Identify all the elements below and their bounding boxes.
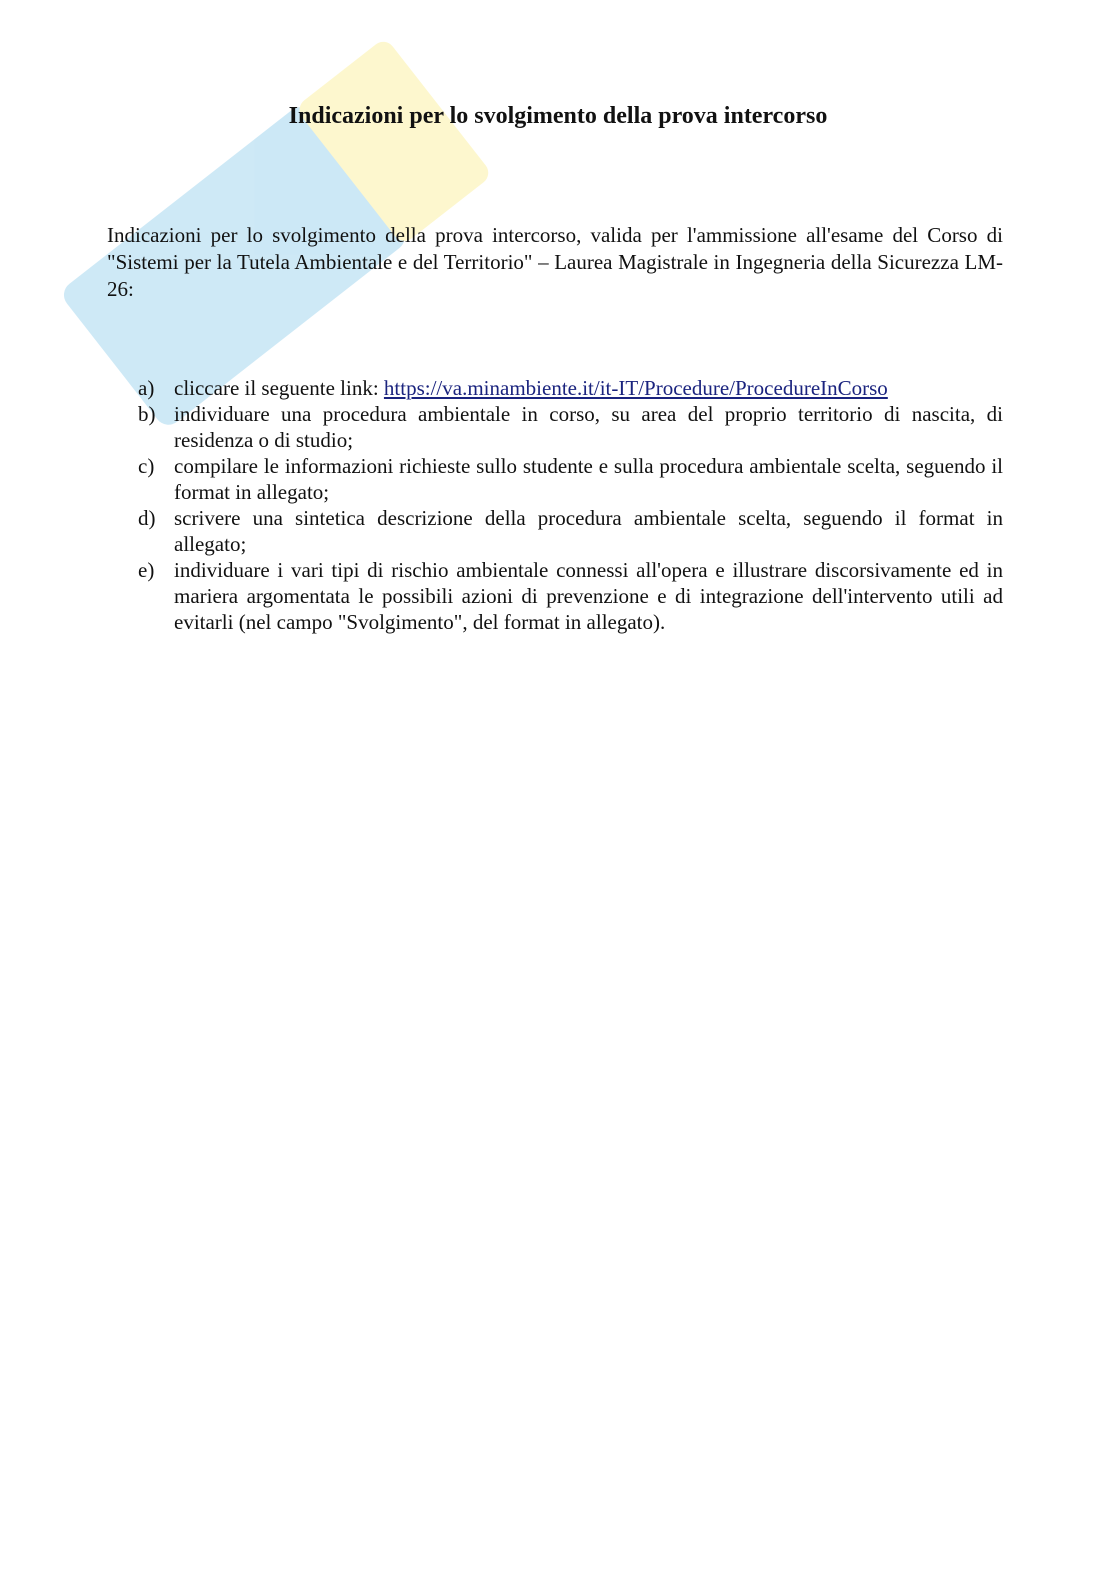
procedure-link[interactable]: https://va.minambiente.it/it-IT/Procedure/ProcedureInCorso [383,376,888,400]
list-item-text: individuare una procedura ambientale in corso, su area del proprio territorio di nascita, di residenza o di studio; [174,402,1003,452]
list-marker: b) [138,402,156,426]
list-item-text: individuare i vari tipi di rischio ambientale connessi all'opera e illustrare discorsivamente ed in mariera argomentata le possibili azioni di prevenzione e di integrazione dell'intervento utili ad evitarli (nel campo "Svolgimento", del format in allegato). [174,558,1003,634]
list-item-d [107,505,1003,557]
list-item-b [107,401,1003,453]
list-marker: c) [138,454,155,478]
document-title: Indicazioni per lo svolgimento della prova intercorso [288,103,828,129]
list-item-text: compilare le informazioni richieste sullo studente e sulla procedura ambientale scelta, seguendo il format in allegato; [174,454,1003,504]
list-item-text: scrivere una sintetica descrizione della procedura ambientale scelta, seguendo il format in allegato; [174,506,1003,556]
list-marker: a) [138,376,155,400]
list-marker: e) [138,558,155,582]
list-item-a [107,375,1003,401]
watermark-logo-yellow-shape [295,37,493,246]
list-item-e [107,557,1003,635]
instructions-list [107,375,1003,635]
list-item-c [107,453,1003,505]
intro-paragraph: Indicazioni per lo svolgimento della prova intercorso, valida per l'ammissione all'esame del Corso di "Sistemi per la Tutela Ambientale e del Territorio" – Laurea Magistrale in Ingegneria della Sicurezza LM-26: [107,223,1003,301]
list-marker: d) [138,506,156,530]
list-item-text: cliccare il seguente link: [174,376,384,400]
